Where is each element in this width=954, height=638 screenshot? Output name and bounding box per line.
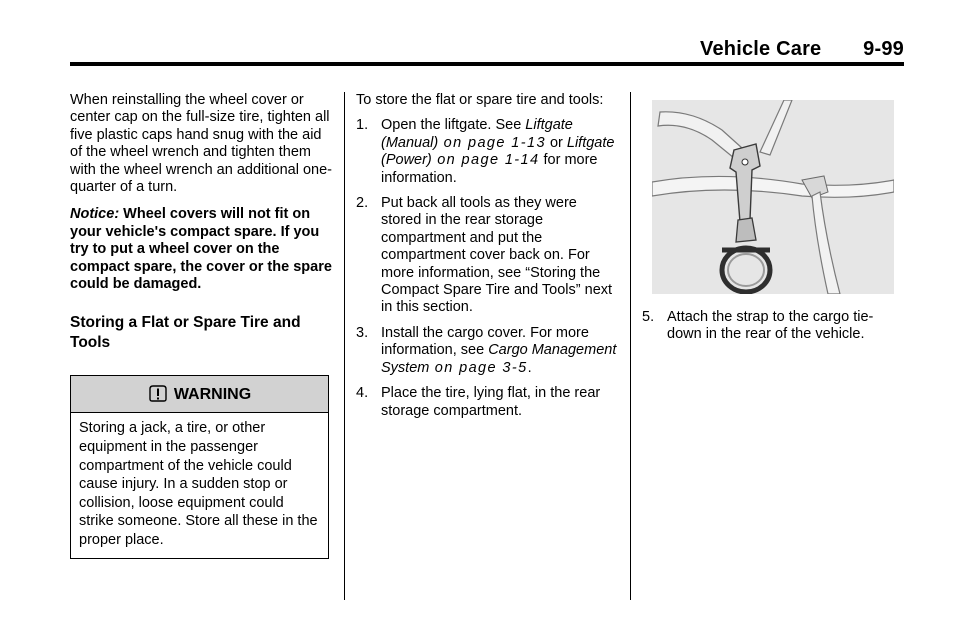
step-text: or <box>545 134 567 151</box>
warning-exclamation-icon <box>148 384 168 404</box>
step-number: 4. <box>356 385 369 402</box>
list-item <box>356 195 618 317</box>
list-item <box>356 325 618 377</box>
warning-header <box>71 376 328 413</box>
step-text: Attach the strap to the cargo tie-down in the rear of the vehicle. <box>667 309 874 343</box>
warning-text: Storing a jack, a tire, or other equipment in the passenger compartment of the vehicle could cause injury. In a sudden stop or collision, loose equipment could strike someone. Store all these in the proper place. <box>79 420 318 549</box>
cross-reference[interactable]: Liftgate (Manual) <box>381 117 573 151</box>
page-number: 9-99 <box>863 38 904 60</box>
steps-list <box>642 309 904 344</box>
column-divider <box>630 92 631 600</box>
steps-intro: To store the flat or spare tire and tools: <box>356 92 604 108</box>
header-rule <box>70 62 904 66</box>
page-header <box>700 38 904 61</box>
notice-paragraph <box>70 206 332 293</box>
cross-reference[interactable]: Cargo Management System <box>381 342 617 376</box>
section-title: Vehicle Care <box>700 38 822 60</box>
notice-text: Wheel covers will not fit on your vehicle's compact spare. If you try to put a wheel cover on the compact spare, the cover or the spare could be damaged. <box>70 206 332 293</box>
cross-reference[interactable]: Liftgate (Power) <box>381 134 615 169</box>
list-item <box>356 385 618 420</box>
step-text: . <box>527 359 532 376</box>
step-text: Open the liftgate. See <box>381 117 526 134</box>
strap-attached-to-tie-down-illustration <box>652 100 894 294</box>
step-text: Place the tire, lying flat, in the rear storage compartment. <box>381 385 601 419</box>
list-item <box>642 309 904 344</box>
notice-label: Notice: <box>70 206 120 223</box>
column-1 <box>70 92 332 559</box>
steps-list <box>356 117 618 420</box>
cross-reference-page[interactable]: on page 3-5 <box>429 359 528 376</box>
step-number: 2. <box>356 195 369 212</box>
cross-reference-page[interactable]: on page 1-13 <box>438 134 546 151</box>
warning-box <box>70 375 329 558</box>
step-text: Install the cargo cover. For more information, see <box>381 324 589 359</box>
column-2 <box>356 92 618 428</box>
section-subheading: Storing a Flat or Spare Tire and Tools <box>70 314 301 352</box>
step-number: 3. <box>356 324 369 341</box>
step-number: 1. <box>356 117 369 134</box>
intro-paragraph: When reinstalling the wheel cover or center cap on the full-size tire, tighten all five plastic caps hand snug with the aid of the wheel wrench and tighten them with the wheel wrench an additional one-quarter of a turn. <box>70 92 332 196</box>
warning-title: WARNING <box>173 385 252 403</box>
step-text: Put back all tools as they were stored in the rear storage compartment and put the compartment cover back on. For more information, see “Storing the Compact Spare Tire and Tools” next in this section. <box>381 195 613 316</box>
step-text: for more information. <box>381 152 598 186</box>
column-divider <box>344 92 345 600</box>
list-item <box>356 117 618 187</box>
step-number: 5. <box>642 309 655 325</box>
step-5 <box>642 309 904 352</box>
cross-reference-page[interactable]: on page 1-14 <box>431 152 540 169</box>
